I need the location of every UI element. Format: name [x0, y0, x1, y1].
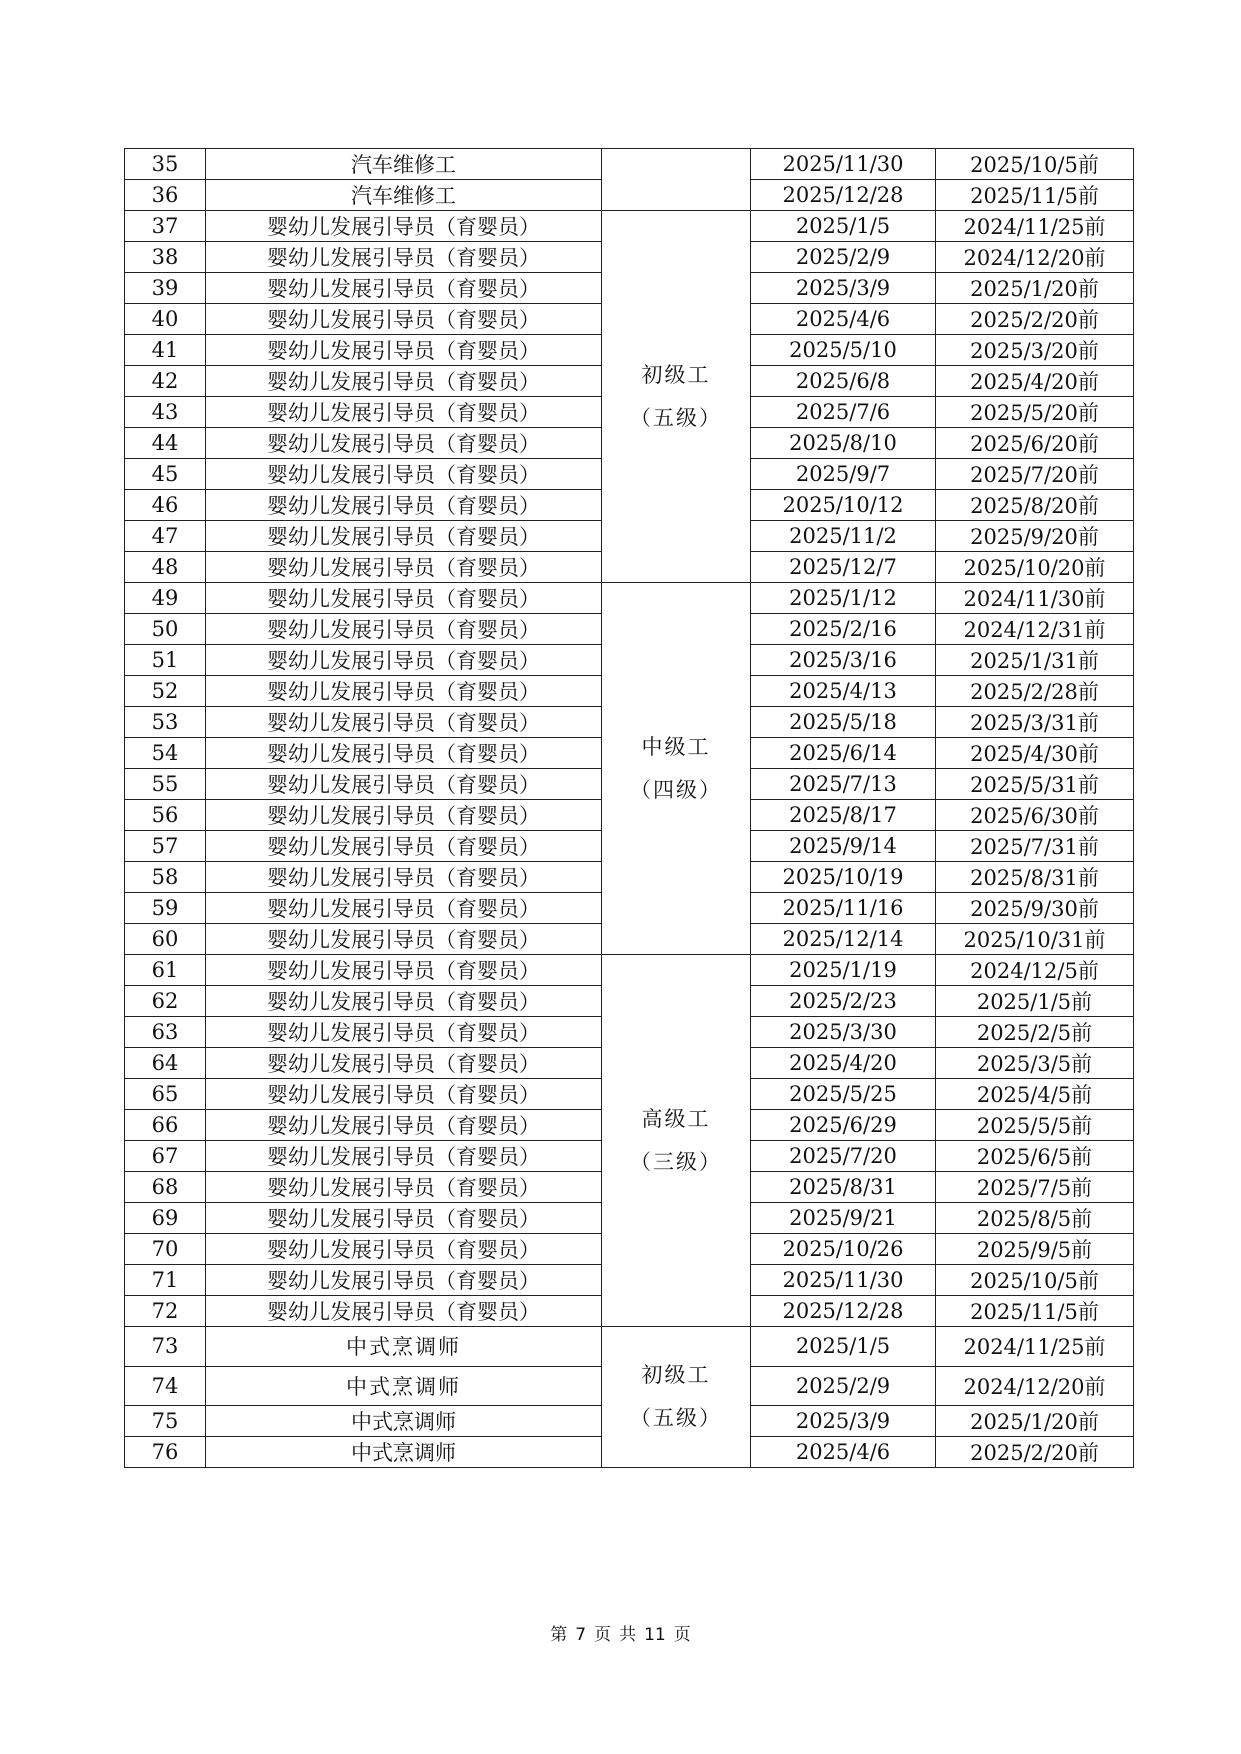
row-number-cell: 67 [125, 1141, 206, 1172]
occupation-cell: 婴幼儿发展引导员（育婴员） [206, 242, 602, 273]
registration-deadline-cell: 2025/2/20前 [936, 1437, 1134, 1468]
exam-date-cell: 2025/11/30 [751, 149, 936, 180]
table-row [125, 955, 1134, 986]
schedule-table [124, 148, 1134, 1468]
row-number-cell: 40 [125, 304, 206, 335]
row-number-cell: 53 [125, 707, 206, 738]
occupation-cell: 婴幼儿发展引导员（育婴员） [206, 862, 602, 893]
registration-deadline-cell: 2025/5/31前 [936, 769, 1134, 800]
exam-date-cell: 2025/3/9 [751, 273, 936, 304]
registration-deadline-cell: 2024/12/5前 [936, 955, 1134, 986]
skill-level-name: 高级工 [641, 1106, 711, 1131]
registration-deadline-cell: 2025/9/5前 [936, 1234, 1134, 1265]
registration-deadline-cell: 2025/7/5前 [936, 1172, 1134, 1203]
occupation-cell: 婴幼儿发展引导员（育婴员） [206, 211, 602, 242]
row-number-cell: 52 [125, 676, 206, 707]
exam-date-cell: 2025/12/28 [751, 180, 936, 211]
registration-deadline-cell: 2024/12/20前 [936, 242, 1134, 273]
exam-date-cell: 2025/6/8 [751, 366, 936, 397]
row-number-cell: 70 [125, 1234, 206, 1265]
registration-deadline-cell: 2025/8/5前 [936, 1203, 1134, 1234]
exam-date-cell: 2025/2/9 [751, 242, 936, 273]
exam-date-cell: 2025/11/2 [751, 521, 936, 552]
occupation-cell: 婴幼儿发展引导员（育婴员） [206, 924, 602, 955]
row-number-cell: 65 [125, 1079, 206, 1110]
row-number-cell: 41 [125, 335, 206, 366]
exam-date-cell: 2025/4/6 [751, 1437, 936, 1468]
occupation-cell: 婴幼儿发展引导员（育婴员） [206, 707, 602, 738]
footer-page-number: 7 [575, 1625, 587, 1645]
registration-deadline-cell: 2025/5/5前 [936, 1110, 1134, 1141]
registration-deadline-cell: 2025/9/30前 [936, 893, 1134, 924]
exam-date-cell: 2025/7/20 [751, 1141, 936, 1172]
occupation-cell: 婴幼儿发展引导员（育婴员） [206, 335, 602, 366]
registration-deadline-cell: 2024/12/20前 [936, 1366, 1134, 1406]
table-row [125, 1327, 1134, 1367]
exam-date-cell: 2025/10/12 [751, 490, 936, 521]
exam-date-cell: 2025/2/9 [751, 1366, 936, 1406]
row-number-cell: 57 [125, 831, 206, 862]
row-number-cell: 63 [125, 1017, 206, 1048]
exam-date-cell: 2025/2/16 [751, 614, 936, 645]
occupation-cell: 婴幼儿发展引导员（育婴员） [206, 428, 602, 459]
occupation-cell: 婴幼儿发展引导员（育婴员） [206, 676, 602, 707]
registration-deadline-cell: 2024/11/25前 [936, 211, 1134, 242]
row-number-cell: 36 [125, 180, 206, 211]
registration-deadline-cell: 2024/11/25前 [936, 1327, 1134, 1367]
row-number-cell: 54 [125, 738, 206, 769]
exam-date-cell: 2025/8/10 [751, 428, 936, 459]
exam-date-cell: 2025/1/12 [751, 583, 936, 614]
occupation-cell: 婴幼儿发展引导员（育婴员） [206, 769, 602, 800]
row-number-cell: 66 [125, 1110, 206, 1141]
row-number-cell: 48 [125, 552, 206, 583]
row-number-cell: 44 [125, 428, 206, 459]
occupation-cell: 婴幼儿发展引导员（育婴员） [206, 1079, 602, 1110]
registration-deadline-cell: 2025/10/5前 [936, 149, 1134, 180]
exam-date-cell: 2025/12/28 [751, 1296, 936, 1327]
registration-deadline-cell: 2025/8/31前 [936, 862, 1134, 893]
registration-deadline-cell: 2025/1/31前 [936, 645, 1134, 676]
registration-deadline-cell: 2025/7/31前 [936, 831, 1134, 862]
table-row [125, 149, 1134, 180]
registration-deadline-cell: 2025/6/5前 [936, 1141, 1134, 1172]
registration-deadline-cell: 2025/6/30前 [936, 800, 1134, 831]
row-number-cell: 45 [125, 459, 206, 490]
skill-level-name: 初级工 [641, 362, 711, 387]
registration-deadline-cell: 2025/6/20前 [936, 428, 1134, 459]
occupation-cell: 婴幼儿发展引导员（育婴员） [206, 1017, 602, 1048]
registration-deadline-cell: 2024/12/31前 [936, 614, 1134, 645]
occupation-cell: 中式烹调师 [206, 1327, 602, 1367]
occupation-cell: 婴幼儿发展引导员（育婴员） [206, 986, 602, 1017]
occupation-cell: 中式烹调师 [206, 1437, 602, 1468]
skill-level-cell [602, 955, 751, 1327]
row-number-cell: 72 [125, 1296, 206, 1327]
skill-level-name: 中级工 [641, 734, 711, 759]
row-number-cell: 55 [125, 769, 206, 800]
exam-date-cell: 2025/5/18 [751, 707, 936, 738]
exam-date-cell: 2025/5/25 [751, 1079, 936, 1110]
row-number-cell: 74 [125, 1366, 206, 1406]
exam-date-cell: 2025/12/7 [751, 552, 936, 583]
occupation-cell: 婴幼儿发展引导员（育婴员） [206, 1172, 602, 1203]
registration-deadline-cell: 2025/1/20前 [936, 273, 1134, 304]
exam-date-cell: 2025/1/19 [751, 955, 936, 986]
occupation-cell: 婴幼儿发展引导员（育婴员） [206, 273, 602, 304]
occupation-cell: 婴幼儿发展引导员（育婴员） [206, 955, 602, 986]
skill-level-grade: （五级） [630, 405, 722, 430]
exam-date-cell: 2025/11/16 [751, 893, 936, 924]
registration-deadline-cell: 2025/1/5前 [936, 986, 1134, 1017]
exam-date-cell: 2025/9/21 [751, 1203, 936, 1234]
registration-deadline-cell: 2025/4/20前 [936, 366, 1134, 397]
occupation-cell: 婴幼儿发展引导员（育婴员） [206, 1265, 602, 1296]
row-number-cell: 69 [125, 1203, 206, 1234]
exam-date-cell: 2025/4/20 [751, 1048, 936, 1079]
row-number-cell: 60 [125, 924, 206, 955]
row-number-cell: 43 [125, 397, 206, 428]
exam-date-cell: 2025/6/29 [751, 1110, 936, 1141]
occupation-cell: 婴幼儿发展引导员（育婴员） [206, 552, 602, 583]
occupation-cell: 婴幼儿发展引导员（育婴员） [206, 738, 602, 769]
row-number-cell: 50 [125, 614, 206, 645]
occupation-cell: 婴幼儿发展引导员（育婴员） [206, 1296, 602, 1327]
occupation-cell: 婴幼儿发展引导员（育婴员） [206, 366, 602, 397]
occupation-cell: 中式烹调师 [206, 1406, 602, 1437]
row-number-cell: 62 [125, 986, 206, 1017]
exam-date-cell: 2025/11/30 [751, 1265, 936, 1296]
registration-deadline-cell: 2025/2/5前 [936, 1017, 1134, 1048]
occupation-cell: 婴幼儿发展引导员（育婴员） [206, 490, 602, 521]
registration-deadline-cell: 2024/11/30前 [936, 583, 1134, 614]
registration-deadline-cell: 2025/10/5前 [936, 1265, 1134, 1296]
occupation-cell: 婴幼儿发展引导员（育婴员） [206, 397, 602, 428]
row-number-cell: 42 [125, 366, 206, 397]
exam-date-cell: 2025/10/19 [751, 862, 936, 893]
row-number-cell: 61 [125, 955, 206, 986]
registration-deadline-cell: 2025/1/20前 [936, 1406, 1134, 1437]
registration-deadline-cell: 2025/3/31前 [936, 707, 1134, 738]
skill-level-cell [602, 211, 751, 583]
occupation-cell: 婴幼儿发展引导员（育婴员） [206, 1234, 602, 1265]
registration-deadline-cell: 2025/2/28前 [936, 676, 1134, 707]
exam-date-cell: 2025/3/16 [751, 645, 936, 676]
registration-deadline-cell: 2025/7/20前 [936, 459, 1134, 490]
occupation-cell: 婴幼儿发展引导员（育婴员） [206, 800, 602, 831]
registration-deadline-cell: 2025/10/31前 [936, 924, 1134, 955]
footer-total-word: 共 [619, 1625, 637, 1645]
registration-deadline-cell: 2025/10/20前 [936, 552, 1134, 583]
exam-date-cell: 2025/12/14 [751, 924, 936, 955]
row-number-cell: 37 [125, 211, 206, 242]
exam-date-cell: 2025/10/26 [751, 1234, 936, 1265]
occupation-cell: 婴幼儿发展引导员（育婴员） [206, 645, 602, 676]
exam-date-cell: 2025/4/13 [751, 676, 936, 707]
registration-deadline-cell: 2025/11/5前 [936, 1296, 1134, 1327]
row-number-cell: 35 [125, 149, 206, 180]
occupation-cell: 婴幼儿发展引导员（育婴员） [206, 893, 602, 924]
row-number-cell: 49 [125, 583, 206, 614]
page-footer [0, 1620, 1241, 1645]
skill-level-cell [602, 149, 751, 211]
exam-date-cell: 2025/5/10 [751, 335, 936, 366]
skill-level-grade: （五级） [630, 1406, 722, 1430]
registration-deadline-cell: 2025/2/20前 [936, 304, 1134, 335]
exam-date-cell: 2025/4/6 [751, 304, 936, 335]
occupation-cell: 婴幼儿发展引导员（育婴员） [206, 1141, 602, 1172]
occupation-cell: 婴幼儿发展引导员（育婴员） [206, 831, 602, 862]
occupation-cell: 婴幼儿发展引导员（育婴员） [206, 1110, 602, 1141]
exam-date-cell: 2025/7/13 [751, 769, 936, 800]
exam-date-cell: 2025/3/9 [751, 1406, 936, 1437]
exam-date-cell: 2025/3/30 [751, 1017, 936, 1048]
footer-prefix: 第 [550, 1625, 568, 1645]
registration-deadline-cell: 2025/9/20前 [936, 521, 1134, 552]
occupation-cell: 汽车维修工 [206, 149, 602, 180]
occupation-cell: 婴幼儿发展引导员（育婴员） [206, 521, 602, 552]
row-number-cell: 58 [125, 862, 206, 893]
row-number-cell: 73 [125, 1327, 206, 1367]
exam-date-cell: 2025/6/14 [751, 738, 936, 769]
occupation-cell: 婴幼儿发展引导员（育婴员） [206, 1203, 602, 1234]
occupation-cell: 婴幼儿发展引导员（育婴员） [206, 583, 602, 614]
occupation-cell: 婴幼儿发展引导员（育婴员） [206, 1048, 602, 1079]
footer-page-word: 页 [594, 1625, 612, 1645]
skill-level-grade: （四级） [630, 777, 722, 802]
row-number-cell: 47 [125, 521, 206, 552]
table-row [125, 211, 1134, 242]
skill-level-name: 初级工 [641, 1363, 711, 1387]
registration-deadline-cell: 2025/5/20前 [936, 397, 1134, 428]
skill-level-cell [602, 1327, 751, 1468]
registration-deadline-cell: 2025/3/5前 [936, 1048, 1134, 1079]
occupation-cell: 婴幼儿发展引导员（育婴员） [206, 614, 602, 645]
registration-deadline-cell: 2025/11/5前 [936, 180, 1134, 211]
exam-date-cell: 2025/9/14 [751, 831, 936, 862]
footer-total-pages: 11 [644, 1625, 666, 1645]
exam-date-cell: 2025/8/31 [751, 1172, 936, 1203]
exam-date-cell: 2025/1/5 [751, 1327, 936, 1367]
row-number-cell: 38 [125, 242, 206, 273]
registration-deadline-cell: 2025/4/30前 [936, 738, 1134, 769]
footer-suffix: 页 [673, 1625, 691, 1645]
row-number-cell: 51 [125, 645, 206, 676]
exam-date-cell: 2025/9/7 [751, 459, 936, 490]
exam-date-cell: 2025/7/6 [751, 397, 936, 428]
exam-date-cell: 2025/2/23 [751, 986, 936, 1017]
occupation-cell: 汽车维修工 [206, 180, 602, 211]
occupation-cell: 婴幼儿发展引导员（育婴员） [206, 459, 602, 490]
row-number-cell: 46 [125, 490, 206, 521]
occupation-cell: 婴幼儿发展引导员（育婴员） [206, 304, 602, 335]
registration-deadline-cell: 2025/3/20前 [936, 335, 1134, 366]
row-number-cell: 76 [125, 1437, 206, 1468]
row-number-cell: 71 [125, 1265, 206, 1296]
row-number-cell: 39 [125, 273, 206, 304]
skill-level-cell [602, 583, 751, 955]
row-number-cell: 75 [125, 1406, 206, 1437]
row-number-cell: 64 [125, 1048, 206, 1079]
exam-date-cell: 2025/1/5 [751, 211, 936, 242]
skill-level-grade: （三级） [630, 1149, 722, 1174]
row-number-cell: 59 [125, 893, 206, 924]
row-number-cell: 68 [125, 1172, 206, 1203]
occupation-cell: 中式烹调师 [206, 1366, 602, 1406]
row-number-cell: 56 [125, 800, 206, 831]
registration-deadline-cell: 2025/8/20前 [936, 490, 1134, 521]
registration-deadline-cell: 2025/4/5前 [936, 1079, 1134, 1110]
table-row [125, 583, 1134, 614]
exam-date-cell: 2025/8/17 [751, 800, 936, 831]
